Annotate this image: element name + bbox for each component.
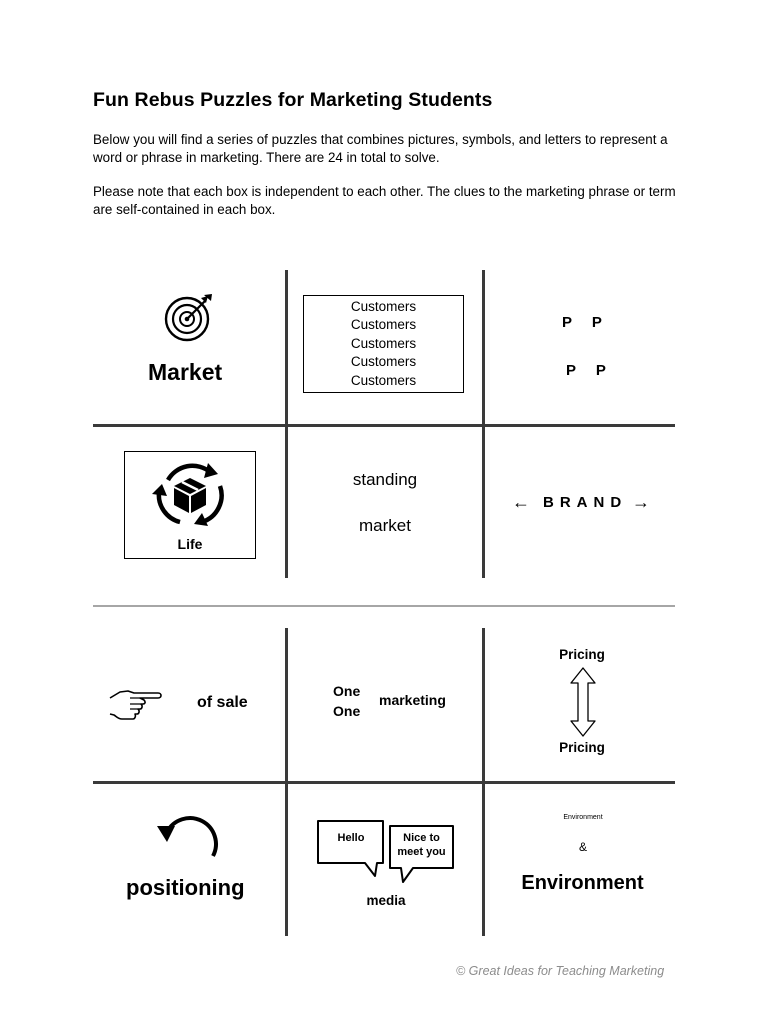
section-separator: [93, 605, 675, 607]
product-cycle-icon: [150, 458, 230, 528]
pp-top: P P: [562, 314, 602, 331]
word-environment-big: Environment: [521, 872, 644, 894]
arrow-left-icon: ←: [512, 492, 530, 512]
customers-box: [303, 295, 464, 393]
grid2-divider-h: [93, 781, 675, 784]
word-standing: standing: [352, 470, 418, 489]
customers-line: Customers: [350, 298, 417, 314]
word-pricing-bottom: Pricing: [559, 740, 605, 755]
bubble-hello: Hello: [337, 832, 365, 844]
customers-line: Customers: [350, 372, 417, 388]
grid1-divider-h: [93, 424, 675, 427]
ampersand: &: [578, 840, 587, 854]
customers-line: Customers: [350, 317, 417, 333]
double-arrow-icon: [570, 667, 596, 737]
page-title: Fun Rebus Puzzles for Marketing Students: [93, 89, 493, 111]
customers-line: Customers: [350, 354, 417, 370]
word-environment-small: Environment: [563, 814, 603, 821]
customers-line: Customers: [350, 335, 417, 351]
word-media: media: [366, 893, 406, 908]
intro-paragraph: Below you will find a series of puzzles that combines pictures, symbols, and letters to represent a word or phrase in marketing. There are 24 in total to solve.: [93, 132, 668, 165]
arrow-right-icon: →: [632, 492, 650, 512]
word-brand: BRAND: [543, 494, 628, 511]
word-market: Market: [148, 359, 223, 385]
life-label: Life: [177, 536, 203, 552]
undo-arrow-icon: [155, 810, 225, 862]
word-of-sale: of sale: [197, 694, 248, 711]
word-market-below: market: [359, 516, 411, 535]
note-paragraph: Please note that each box is independent to each other. The clues to the marketing phrase or term are self-contained in each box.: [93, 184, 676, 217]
pointing-hand-icon: [108, 686, 164, 722]
word-one-bottom: One: [333, 703, 361, 719]
pp-bottom: P P: [566, 362, 606, 379]
word-pricing-top: Pricing: [559, 647, 605, 662]
word-positioning: positioning: [126, 875, 245, 900]
copyright-notice: © Great Ideas for Teaching Marketing: [456, 964, 665, 978]
word-one-marketing: marketing: [379, 692, 446, 708]
target-icon: [160, 292, 216, 344]
bubble-nice-to-meet-you: Nice to meet you: [397, 832, 446, 858]
word-one-top: One: [333, 683, 361, 699]
